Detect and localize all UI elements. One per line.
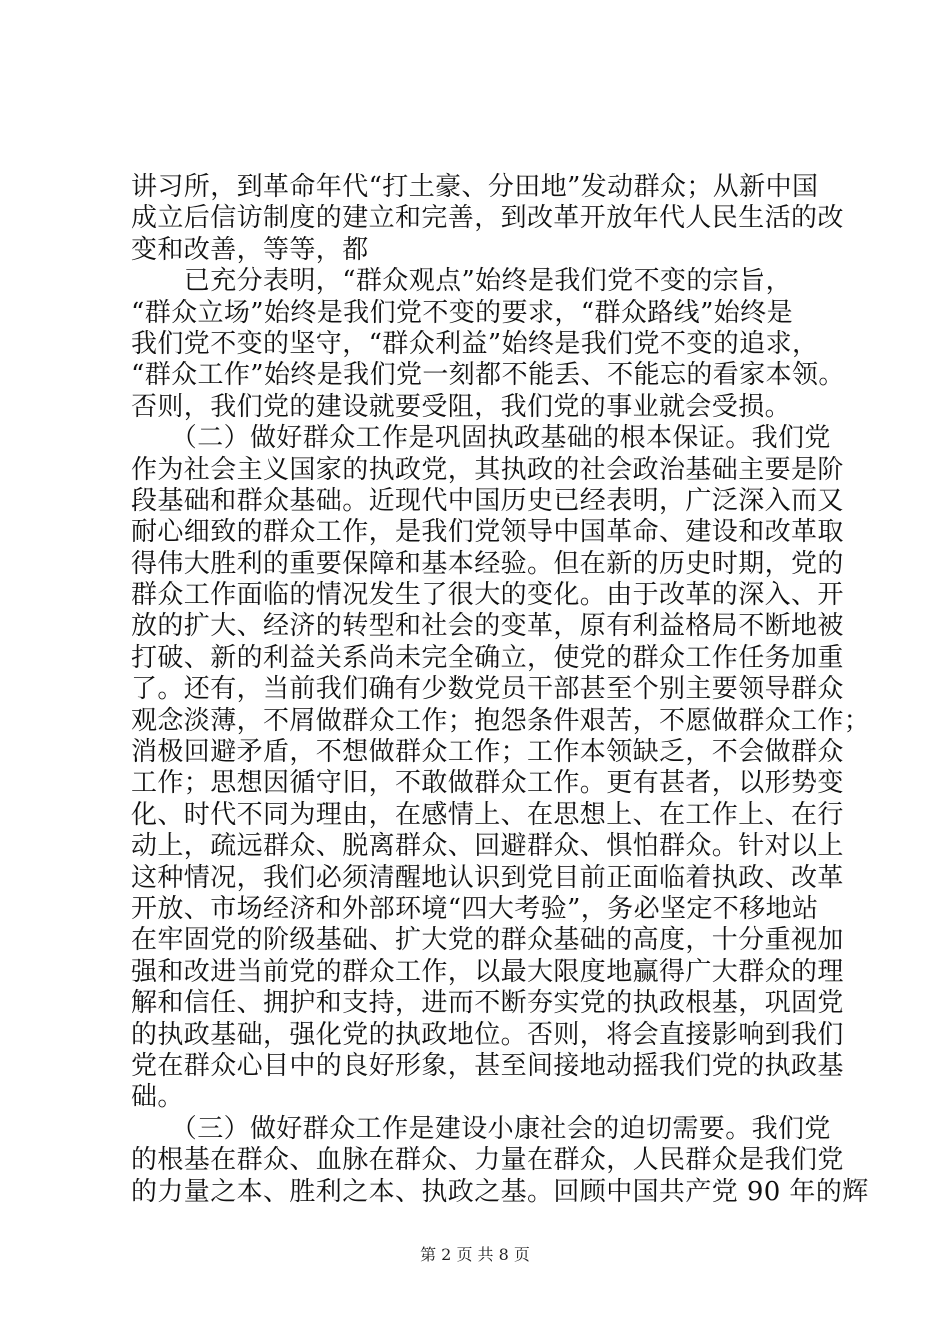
text-line: 动上，疏远群众、脱离群众、回避群众、惧怕群众。针对以上 [131, 831, 844, 862]
text-line: （二）做好群众工作是巩固执政基础的根本保证。我们党 [131, 423, 831, 454]
text-line: 成立后信访制度的建立和完善，到改革开放年代人民生活的改 [131, 203, 844, 234]
text-line: （三）做好群众工作是建设小康社会的迫切需要。我们党 [131, 1113, 831, 1144]
text-line: 党在群众心目中的良好形象，甚至间接地动摇我们党的执政基 [131, 1050, 844, 1081]
text-line: 放的扩大、经济的转型和社会的变革，原有利益格局不断地被 [131, 611, 844, 642]
text-line: 础。 [131, 1082, 184, 1113]
text-line: 消极回避矛盾，不想做群众工作；工作本领缺乏，不会做群众 [131, 737, 844, 768]
text-line: 耐心细致的群众工作，是我们党领导中国革命、建设和改革取 [131, 517, 844, 548]
body-text [131, 172, 871, 1208]
text-line: “群众立场”始终是我们党不变的要求，“群众路线”始终是 [131, 297, 793, 328]
text-line: 变和改善，等等，都 [131, 234, 369, 265]
text-line: 否则，我们党的建设就要受阻，我们党的事业就会受损。 [131, 391, 792, 422]
text-line: 我们党不变的坚守，“群众利益”始终是我们党不变的追求， [131, 328, 819, 359]
text-line: 开放、市场经济和外部环境“四大考验”，务必坚定不移地站 [131, 893, 819, 924]
text-line: 作为社会主义国家的执政党，其执政的社会政治基础主要是阶 [131, 454, 844, 485]
text-line: 观念淡薄，不屑做群众工作；抱怨条件艰苦，不愿做群众工作； [131, 705, 871, 736]
text-line: 的力量之本、胜利之本、执政之基。回顾中国共产党 90 年的辉 [131, 1176, 869, 1207]
text-line: 了。还有，当前我们确有少数党员干部甚至个别主要领导群众 [131, 674, 844, 705]
text-line: 的根基在群众、血脉在群众、力量在群众，人民群众是我们党 [131, 1145, 844, 1176]
text-line: 讲习所，到革命年代“打土豪、分田地”发动群众；从新中国 [131, 172, 819, 202]
text-line: 群众工作面临的情况发生了很大的变化。由于改革的深入、开 [131, 580, 844, 611]
text-line: 化、时代不同为理由，在感情上、在思想上、在工作上、在行 [131, 799, 844, 830]
text-line: 强和改进当前党的群众工作，以最大限度地赢得广大群众的理 [131, 956, 844, 987]
text-line: 的执政基础，强化党的执政地位。否则，将会直接影响到我们 [131, 1019, 844, 1050]
text-line: 得伟大胜利的重要保障和基本经验。但在新的历史时期，党的 [131, 548, 844, 579]
text-line: 这种情况，我们必须清醒地认识到党目前正面临着执政、改革 [131, 862, 844, 893]
text-line: 已充分表明，“群众观点”始终是我们党不变的宗旨， [131, 266, 792, 297]
text-line: 打破、新的利益关系尚未完全确立，使党的群众工作任务加重 [131, 642, 844, 673]
page-number-footer: 第 2 页 共 8 页 [420, 1245, 530, 1264]
text-line: 段基础和群众基础。近现代中国历史已经表明，广泛深入而又 [131, 485, 844, 516]
text-line: 在牢固党的阶级基础、扩大党的群众基础的高度，十分重视加 [131, 925, 844, 956]
text-line: 解和信任、拥护和支持，进而不断夯实党的执政根基，巩固党 [131, 988, 844, 1019]
text-line: 工作；思想因循守旧，不敢做群众工作。更有甚者，以形势变 [131, 768, 844, 799]
text-line: “群众工作”始终是我们党一刻都不能丢、不能忘的看家本领。 [131, 360, 845, 391]
